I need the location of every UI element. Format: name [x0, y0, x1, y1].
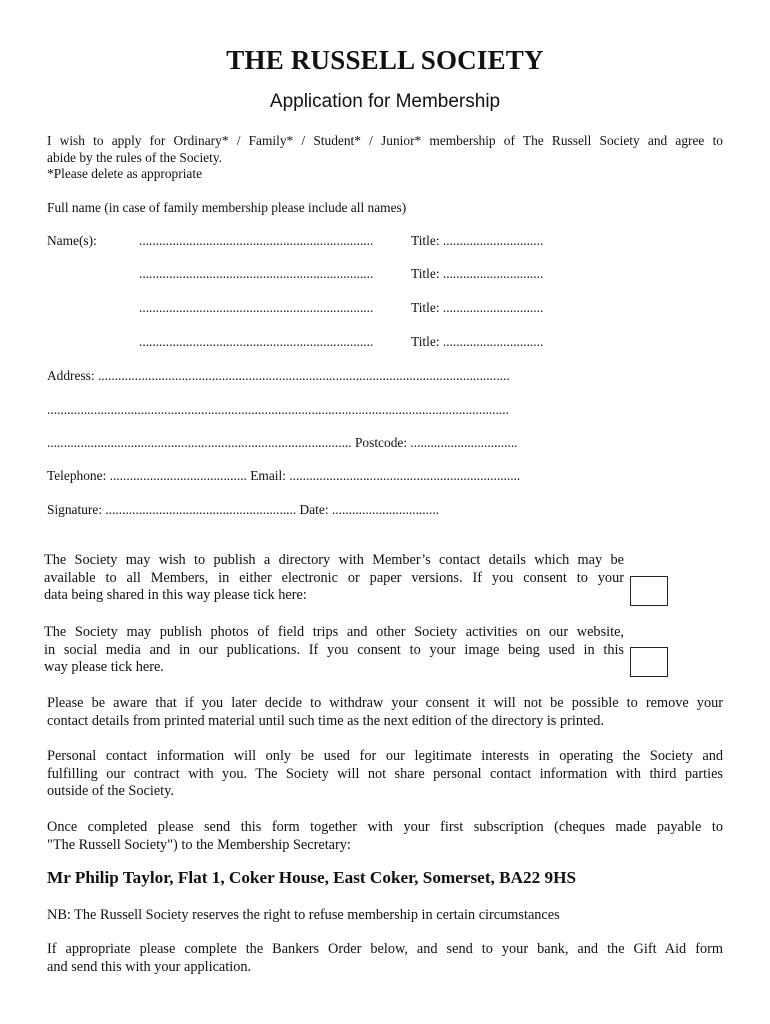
page-subtitle: Application for Membership [269, 91, 501, 112]
telephone-email-field[interactable]: Telephone: ......................................... Email: ..................................................................... [47, 468, 521, 483]
withdraw-consent-paragraph [47, 695, 723, 730]
privacy-line-1: Personal contact information will only be used for our legitimate interests in operating the Society and [47, 748, 723, 764]
bankers-line-1: If appropriate please complete the Bankers Order below, and send to your bank, and the Gift Aid form [47, 941, 723, 957]
name-field-1[interactable]: ...................................................................... [139, 233, 374, 248]
full-name-label: Full name (in case of family membership please include all names) [47, 200, 407, 215]
privacy-line-2: fulfilling our contract with you. The Society will not share personal contact information with third parties [47, 765, 723, 782]
directory-consent-line-1: The Society may wish to publish a directory with Member’s contact details which may be [44, 552, 624, 568]
title-field-4[interactable]: Title: .............................. [411, 334, 544, 349]
withdraw-line-2: contact details from printed material until such time as the next edition of the directory is printed. [47, 712, 605, 729]
name-field-4[interactable]: ...................................................................... [139, 334, 374, 349]
directory-consent-text [44, 552, 624, 605]
photos-consent-line-1: The Society may publish photos of field trips and other Society activities on our website, [44, 624, 624, 640]
directory-consent-line-3: data being shared in this way please tick here: [44, 587, 307, 603]
name-field-2[interactable]: ...................................................................... [139, 266, 374, 281]
title-field-2[interactable]: Title: .............................. [411, 266, 544, 281]
title-field-1[interactable]: Title: .............................. [411, 233, 544, 248]
photos-consent-checkbox[interactable] [630, 647, 668, 677]
intro-paragraph [47, 133, 723, 183]
send-line-2: "The Russell Society") to the Membership Secretary: [47, 836, 351, 853]
privacy-line-3: outside of the Society. [47, 783, 174, 799]
names-label: Name(s): [47, 233, 97, 248]
withdraw-line-1: Please be aware that if you later decide to withdraw your consent it will not be possible to remove your [47, 695, 723, 711]
address-field-2[interactable]: .......................................................................................................................................... [47, 402, 509, 417]
privacy-paragraph [47, 748, 723, 801]
name-field-3[interactable]: ...................................................................... [139, 300, 374, 315]
page-title: THE RUSSELL SOCIETY [226, 45, 544, 75]
photos-consent-text [44, 624, 624, 677]
signature-date-field[interactable]: Signature: ......................................................... Date: ................................ [47, 502, 440, 517]
intro-note: *Please delete as appropriate [47, 166, 203, 181]
directory-consent-line-2: available to all Members, in either electronic or paper versions. If you consent to your [44, 569, 624, 586]
photos-consent-line-3: way please tick here. [44, 659, 164, 675]
photos-consent-line-2: in social media and in our publications. If you consent to your image being used in this [44, 641, 624, 658]
address-field-1[interactable]: Address: ........................................................................................................................... [47, 368, 510, 383]
bankers-line-2: and send this with your application. [47, 958, 252, 975]
send-form-paragraph [47, 819, 723, 854]
directory-consent-checkbox[interactable] [630, 576, 668, 606]
bankers-order-paragraph [47, 941, 723, 976]
address-postcode-field[interactable]: ........................................................................................... Postcode: ................................ [47, 435, 518, 450]
nb-note: NB: The Russell Society reserves the right to refuse membership in certain circumstances [47, 907, 560, 923]
intro-line-1: I wish to apply for Ordinary* / Family* / Student* / Junior* membership of The Russell Society and agree to [47, 133, 723, 148]
title-field-3[interactable]: Title: .............................. [411, 300, 544, 315]
send-line-1: Once completed please send this form together with your first subscription (cheques made payable to [47, 819, 723, 835]
membership-secretary-address: Mr Philip Taylor, Flat 1, Coker House, East Coker, Somerset, BA22 9HS [47, 868, 577, 887]
intro-line-2: abide by the rules of the Society. [47, 149, 223, 165]
